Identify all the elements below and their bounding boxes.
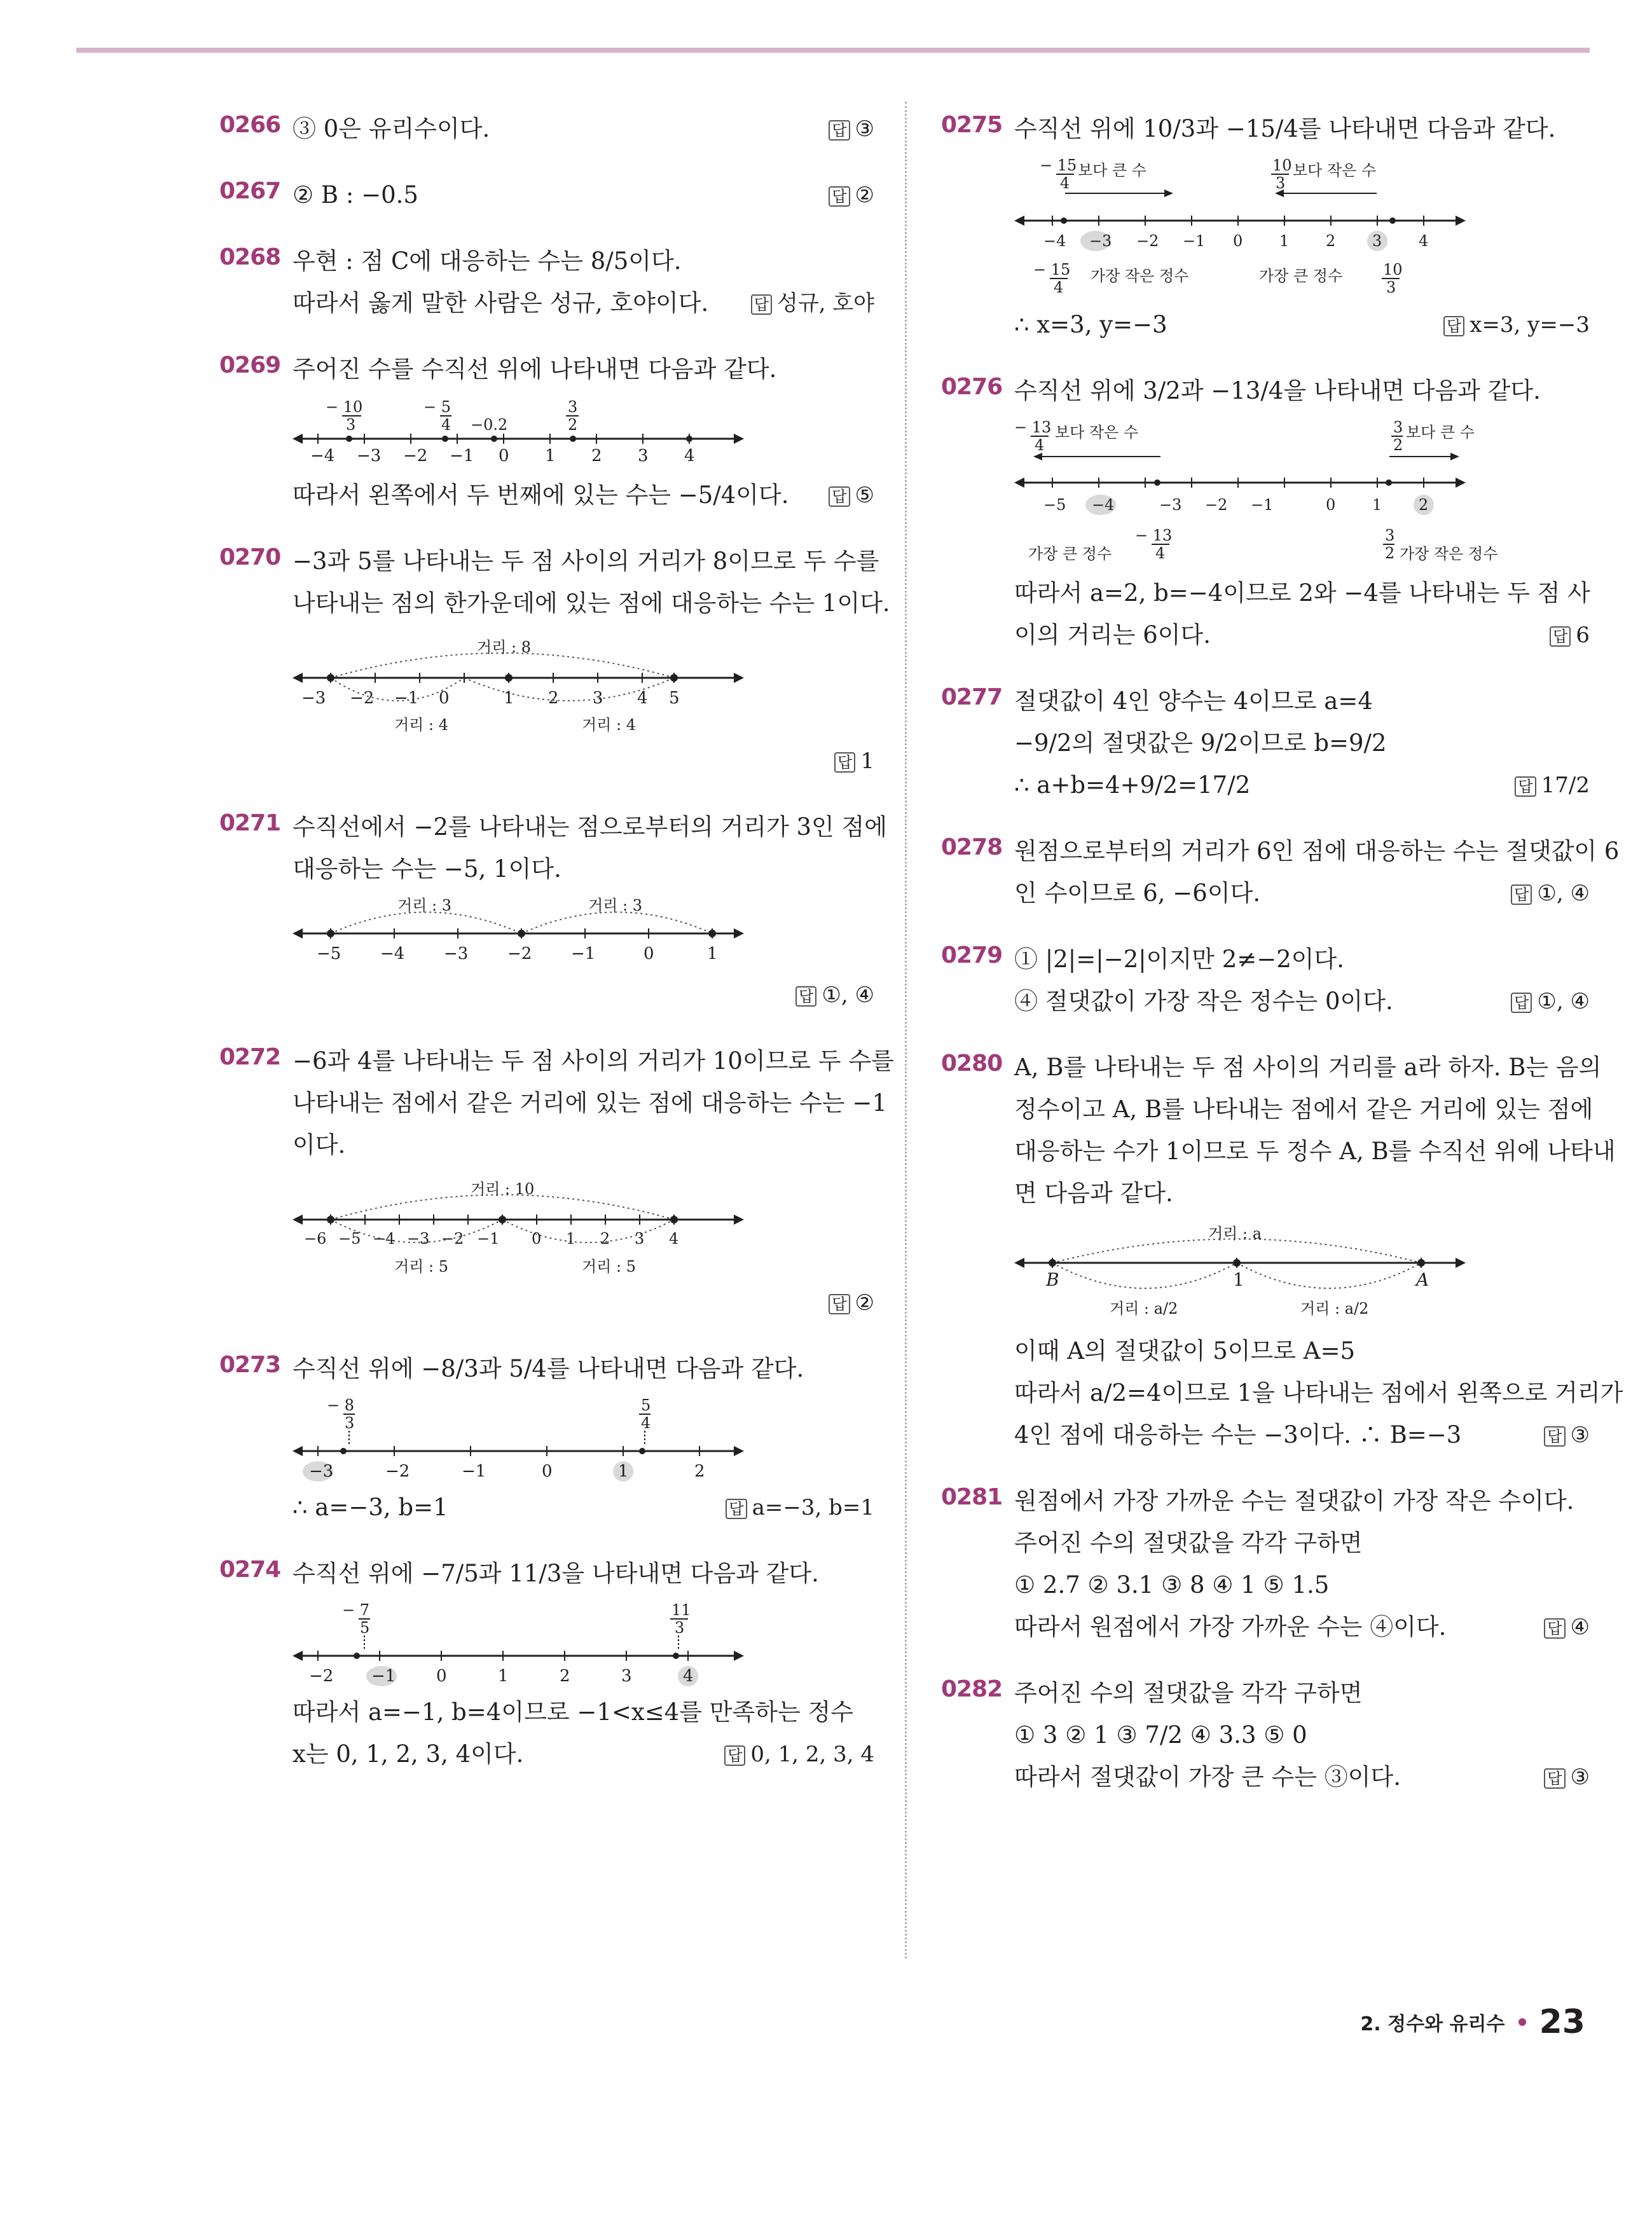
solution-line: 대응하는 수가 1이므로 두 정수 A, B를 수직선 위에 나타내 xyxy=(1014,1138,1616,1165)
svg-text:4: 4 xyxy=(1060,174,1070,192)
problem-0267 xyxy=(219,174,874,216)
svg-text:B: B xyxy=(1046,1269,1059,1290)
svg-text:3: 3 xyxy=(1393,418,1403,436)
svg-text:−4: −4 xyxy=(310,446,335,465)
problem-number: 0281 xyxy=(941,1484,1003,1510)
answer: 답 a=−3, b=1 xyxy=(726,1487,874,1529)
problem-number: 0270 xyxy=(219,544,281,570)
figure-label: 가장 작은 정수 xyxy=(1400,545,1498,563)
svg-text:1: 1 xyxy=(566,1230,576,1248)
svg-text:−3: −3 xyxy=(301,689,326,708)
solution-line: 대응하는 수는 −5, 1이다. xyxy=(293,855,561,883)
svg-text:3: 3 xyxy=(345,1414,355,1432)
problem-0282 xyxy=(941,1672,1590,1798)
svg-text:A: A xyxy=(1416,1269,1429,1290)
problem-0277 xyxy=(941,680,1590,806)
distance-label: 거리 : a xyxy=(1208,1225,1262,1242)
svg-text:4: 4 xyxy=(684,446,695,465)
solution-line: 나타내는 점의 한가운데에 있는 점에 대응하는 수는 1이다. xyxy=(293,589,890,617)
svg-text:−2: −2 xyxy=(507,944,532,963)
problem-0272 xyxy=(219,1040,894,1324)
svg-text:−4: −4 xyxy=(373,1230,396,1248)
solution-line: x는 0, 1, 2, 3, 4이다. xyxy=(293,1740,524,1768)
svg-text:1: 1 xyxy=(504,689,514,708)
svg-text:4: 4 xyxy=(683,1667,694,1686)
svg-text:1: 1 xyxy=(618,1462,629,1481)
svg-text:−5: −5 xyxy=(1043,496,1066,514)
solution-line: ① 2.7 ② 3.1 ③ 8 ④ 1 ⑤ 1.5 xyxy=(1014,1571,1330,1599)
problem-number: 0266 xyxy=(219,112,281,138)
svg-text:− 7: − 7 xyxy=(342,1601,370,1619)
answer: 답 1 xyxy=(834,740,874,782)
answer: 답 ③ xyxy=(829,108,874,150)
svg-text:4: 4 xyxy=(1419,232,1429,250)
svg-text:−1: −1 xyxy=(394,689,419,708)
distance-label: 거리 : 4 xyxy=(582,716,636,734)
svg-text:0: 0 xyxy=(439,689,450,708)
solution-line: ③ 0은 유리수이다. xyxy=(293,115,490,142)
answer: 답 ①, ④ xyxy=(1511,981,1590,1022)
answer-tag: 답 xyxy=(829,120,850,141)
problem-number: 0267 xyxy=(219,178,281,204)
solution-line: ① |2|=|−2|이지만 2≠−2이다. xyxy=(1014,946,1345,973)
svg-text:−2: −2 xyxy=(350,689,375,708)
distance-label: 거리 : 8 xyxy=(477,638,531,656)
svg-text:−3: −3 xyxy=(309,1462,334,1481)
solution-line: 나타내는 점에서 같은 거리에 있는 점에 대응하는 수는 −1 xyxy=(293,1089,887,1117)
solution-line: 따라서 a/2=4이므로 1을 나타내는 점에서 왼쪽으로 거리가 xyxy=(1014,1379,1623,1407)
svg-text:−2: −2 xyxy=(441,1230,464,1248)
figure-label: 보다 큰 수 xyxy=(1078,162,1146,179)
distance-label: 거리 : 3 xyxy=(397,897,451,914)
svg-text:2: 2 xyxy=(591,446,602,465)
answer-tag: 답 xyxy=(1511,884,1532,905)
svg-text:0: 0 xyxy=(1233,232,1243,250)
figure-label: 가장 큰 정수 xyxy=(1028,545,1112,563)
column-divider xyxy=(905,102,907,1958)
svg-text:3: 3 xyxy=(621,1667,632,1686)
svg-text:4: 4 xyxy=(1054,279,1064,296)
svg-text:−2: −2 xyxy=(309,1667,334,1686)
problem-0279 xyxy=(941,939,1590,1022)
number-line-figure xyxy=(1014,154,1472,300)
answer: 답 ①, ④ xyxy=(795,974,874,1016)
svg-text:−4: −4 xyxy=(1092,496,1115,514)
answer-tag: 답 xyxy=(1550,626,1571,647)
problem-number: 0282 xyxy=(941,1676,1003,1702)
svg-text:−1: −1 xyxy=(1251,496,1274,514)
svg-text:0: 0 xyxy=(499,446,509,465)
solution-line: ∴ a=−3, b=1 xyxy=(293,1494,448,1521)
distance-label: 거리 : 4 xyxy=(394,716,448,734)
svg-text:−1: −1 xyxy=(462,1462,486,1481)
solution-line: 수직선 위에 −8/3과 5/4를 나타내면 다음과 같다. xyxy=(293,1355,804,1382)
problem-0278 xyxy=(941,830,1620,914)
svg-text:3: 3 xyxy=(346,416,356,434)
svg-text:0: 0 xyxy=(644,944,654,963)
answer-tag: 답 xyxy=(1544,1618,1565,1639)
answer-tag: 답 xyxy=(751,294,772,315)
solution-line: 따라서 절댓값이 가장 큰 수는 ③이다. xyxy=(1014,1763,1401,1791)
solution-line: 정수이고 A, B를 나타내는 점에서 같은 거리에 있는 점에 xyxy=(1014,1096,1593,1123)
problem-0269 xyxy=(219,348,874,516)
answer: 답 ④ xyxy=(1544,1606,1590,1648)
solution-line: 따라서 a=−1, b=4이므로 −1<x≤4를 만족하는 정수 xyxy=(293,1698,853,1726)
figure-label: 가장 작은 정수 xyxy=(1091,267,1189,285)
svg-text:−3: −3 xyxy=(444,944,469,963)
svg-text:0: 0 xyxy=(542,1462,553,1481)
answer-tag: 답 xyxy=(1443,316,1464,336)
solution-line: ∴ a+b=4+9/2=17/2 xyxy=(1014,771,1251,799)
svg-text:2: 2 xyxy=(1393,436,1403,454)
problem-number: 0274 xyxy=(219,1557,281,1583)
problem-number: 0277 xyxy=(941,684,1003,710)
problem-number: 0276 xyxy=(941,374,1003,400)
svg-text:−3: −3 xyxy=(1089,232,1112,250)
answer: 답 ③ xyxy=(1544,1756,1590,1798)
svg-text:−1: −1 xyxy=(477,1230,500,1248)
svg-text:3: 3 xyxy=(675,1619,685,1637)
distance-label: 거리 : a/2 xyxy=(1300,1300,1369,1318)
svg-text:1: 1 xyxy=(498,1667,509,1686)
svg-text:3: 3 xyxy=(1276,174,1286,192)
figure-label: 보다 작은 수 xyxy=(1055,423,1139,441)
solution-line: 원점으로부터의 거리가 6인 점에 대응하는 수는 절댓값이 6 xyxy=(1014,837,1620,865)
problem-0276 xyxy=(941,370,1590,656)
problem-number: 0268 xyxy=(219,244,281,270)
svg-text:4: 4 xyxy=(641,1414,651,1432)
number-line-figure xyxy=(1014,1218,1472,1326)
solution-line: 원점에서 가장 가까운 수는 절댓값이 가장 작은 수이다. xyxy=(1014,1487,1574,1515)
solution-line: 수직선 위에 3/2과 −13/4을 나타내면 다음과 같다. xyxy=(1014,377,1541,404)
svg-text:−1: −1 xyxy=(371,1667,396,1686)
svg-text:3: 3 xyxy=(1386,279,1396,296)
problem-0281 xyxy=(941,1480,1590,1648)
solution-line: 따라서 옳게 말한 사람은 성규, 호야이다. xyxy=(293,289,709,317)
svg-text:4: 4 xyxy=(441,416,451,434)
problem-0271 xyxy=(219,806,887,1016)
number-line-figure xyxy=(1014,416,1498,568)
solution-line: 면 다음과 같다. xyxy=(1014,1180,1173,1207)
page-number: 23 xyxy=(1539,2003,1585,2041)
number-line-figure xyxy=(293,1394,750,1483)
left-column xyxy=(219,108,894,1800)
distance-label: 거리 : 5 xyxy=(394,1258,448,1276)
svg-text:3: 3 xyxy=(635,1230,645,1248)
problem-number: 0273 xyxy=(219,1352,281,1378)
solution-line: 우현 : 점 C에 대응하는 수는 8/5이다. xyxy=(293,247,682,275)
number-line-figure xyxy=(293,1170,750,1278)
bullet-dot-icon xyxy=(1518,2018,1526,2026)
svg-text:5: 5 xyxy=(360,1619,370,1637)
svg-text:−6: −6 xyxy=(304,1230,327,1248)
answer: 답 ② xyxy=(829,1282,874,1324)
problem-0280 xyxy=(941,1047,1623,1456)
answer: 답 ①, ④ xyxy=(1511,872,1590,914)
svg-text:5: 5 xyxy=(669,689,680,708)
right-column xyxy=(941,108,1623,1822)
svg-text:− 8: − 8 xyxy=(327,1396,355,1414)
svg-text:−3: −3 xyxy=(407,1230,430,1248)
distance-label: 거리 : a/2 xyxy=(1110,1300,1178,1318)
solution-line: ② B : −0.5 xyxy=(293,181,418,209)
answer-tag: 답 xyxy=(834,752,855,773)
svg-text:−2: −2 xyxy=(385,1462,410,1481)
solution-line: 주어진 수의 절댓값을 각각 구하면 xyxy=(1014,1679,1363,1707)
solution-line: 절댓값이 4인 양수는 4이므로 a=4 xyxy=(1014,687,1373,715)
solution-line: 주어진 수를 수직선 위에 나타내면 다음과 같다. xyxy=(293,355,777,383)
answer-tag: 답 xyxy=(1544,1426,1565,1447)
svg-text:4: 4 xyxy=(637,689,648,708)
svg-text:− 10: − 10 xyxy=(326,398,363,416)
svg-text:2: 2 xyxy=(600,1230,610,1248)
problem-number: 0278 xyxy=(941,834,1003,860)
svg-text:2: 2 xyxy=(548,689,559,708)
answer-tag: 답 xyxy=(726,1499,747,1519)
solution-line: 수직선 위에 −7/5과 11/3을 나타내면 다음과 같다. xyxy=(293,1560,819,1587)
problem-0270 xyxy=(219,540,890,782)
svg-text:1: 1 xyxy=(1279,232,1290,250)
svg-text:2: 2 xyxy=(1385,544,1395,562)
svg-text:−1: −1 xyxy=(450,446,474,465)
svg-text:− 15: − 15 xyxy=(1040,156,1077,174)
svg-text:−2: −2 xyxy=(403,446,428,465)
solution-line: ① 3 ② 1 ③ 7/2 ④ 3.3 ⑤ 0 xyxy=(1014,1721,1307,1749)
svg-text:10: 10 xyxy=(1272,156,1292,174)
svg-text:11: 11 xyxy=(671,1601,691,1619)
problem-number: 0279 xyxy=(941,942,1003,968)
svg-text:0: 0 xyxy=(532,1230,542,1248)
solution-line: 인 수이므로 6, −6이다. xyxy=(1014,879,1261,907)
answer: 답 성규, 호야 xyxy=(751,282,874,324)
answer: 답 17/2 xyxy=(1515,764,1590,806)
answer-tag: 답 xyxy=(829,1294,850,1314)
svg-text:4: 4 xyxy=(1155,544,1166,562)
solution-line: A, B를 나타내는 두 점 사이의 거리를 a라 하자. B는 음의 xyxy=(1014,1054,1602,1081)
svg-text:5: 5 xyxy=(641,1396,651,1414)
answer: 답 x=3, y=−3 xyxy=(1443,304,1590,346)
number-line-figure xyxy=(293,894,750,970)
svg-text:2: 2 xyxy=(694,1462,705,1481)
solution-line: 이의 거리는 6이다. xyxy=(1014,621,1211,649)
svg-text:− 13: − 13 xyxy=(1135,527,1173,544)
svg-text:3: 3 xyxy=(1385,527,1395,544)
distance-label: 거리 : 3 xyxy=(588,897,642,914)
answer: 답 ③ xyxy=(1544,1414,1590,1456)
svg-text:3: 3 xyxy=(1372,232,1382,250)
solution-line: 수직선 위에 10/3과 −15/4를 나타내면 다음과 같다. xyxy=(1014,115,1556,142)
svg-text:−1: −1 xyxy=(571,944,596,963)
svg-text:− 5: − 5 xyxy=(423,398,451,416)
svg-text:3: 3 xyxy=(593,689,603,708)
svg-text:− 15: − 15 xyxy=(1033,261,1071,279)
answer: 답 ② xyxy=(829,174,874,216)
svg-text:−1: −1 xyxy=(1183,232,1206,250)
chapter-title: 2. 정수와 유리수 xyxy=(1360,2013,1505,2035)
svg-text:−2: −2 xyxy=(1136,232,1159,250)
figure-label: 보다 큰 수 xyxy=(1406,423,1475,441)
answer-tag: 답 xyxy=(829,186,850,207)
problem-number: 0269 xyxy=(219,352,281,378)
number-line-figure xyxy=(293,1599,750,1688)
svg-text:−4: −4 xyxy=(1043,232,1066,250)
svg-text:3: 3 xyxy=(638,446,649,465)
answer-tag: 답 xyxy=(1544,1768,1565,1789)
svg-text:1: 1 xyxy=(707,944,718,963)
svg-text:4: 4 xyxy=(1035,436,1045,454)
solution-line: 따라서 원점에서 가장 가까운 수는 ④이다. xyxy=(1014,1613,1447,1641)
svg-text:2: 2 xyxy=(1326,232,1336,250)
answer-tag: 답 xyxy=(724,1745,745,1766)
solution-line: ∴ x=3, y=−3 xyxy=(1014,311,1167,338)
solution-line: −9/2의 절댓값은 9/2이므로 b=9/2 xyxy=(1014,729,1387,757)
answer-tag: 답 xyxy=(1515,776,1536,797)
solution-line: 따라서 왼쪽에서 두 번째에 있는 수는 −5/4이다. xyxy=(293,481,789,509)
figure-label: 가장 큰 정수 xyxy=(1259,267,1343,285)
problem-number: 0272 xyxy=(219,1044,281,1070)
svg-text:1: 1 xyxy=(545,446,556,465)
solution-line: 4인 점에 대응하는 수는 −3이다. ∴ B=−3 xyxy=(1014,1421,1462,1449)
svg-text:0: 0 xyxy=(436,1667,447,1686)
svg-text:−3: −3 xyxy=(1159,496,1182,514)
figure-label: 보다 작은 수 xyxy=(1293,162,1377,179)
svg-text:2: 2 xyxy=(1419,496,1429,514)
svg-text:−4: −4 xyxy=(380,944,405,963)
solution-line: 이다. xyxy=(293,1131,346,1159)
solution-line: 주어진 수의 절댓값을 각각 구하면 xyxy=(1014,1529,1363,1557)
solution-line: ④ 절댓값이 가장 작은 정수는 0이다. xyxy=(1014,988,1393,1015)
svg-text:1: 1 xyxy=(1233,1269,1244,1290)
svg-text:2: 2 xyxy=(568,416,578,434)
solution-line: −3과 5를 나타내는 두 점 사이의 거리가 8이므로 두 수를 xyxy=(293,547,879,575)
distance-label: 거리 : 5 xyxy=(582,1258,636,1276)
problem-0274 xyxy=(219,1553,874,1775)
svg-text:4: 4 xyxy=(669,1230,679,1248)
answer-tag: 답 xyxy=(1511,993,1532,1013)
svg-text:−2: −2 xyxy=(1205,496,1228,514)
answer: 답 6 xyxy=(1550,614,1590,656)
problem-0273 xyxy=(219,1348,874,1529)
problem-number: 0271 xyxy=(219,810,281,836)
svg-text:3: 3 xyxy=(568,398,578,416)
svg-text:−5: −5 xyxy=(338,1230,361,1248)
solution-line: 수직선에서 −2를 나타내는 점으로부터의 거리가 3인 점에 xyxy=(293,813,887,841)
number-line-figure xyxy=(293,394,750,471)
page-footer xyxy=(1360,2003,1585,2041)
solution-line: 따라서 a=2, b=−4이므로 2와 −4를 나타내는 두 점 사 xyxy=(1014,579,1590,607)
number-line-figure xyxy=(293,628,750,736)
problem-number: 0275 xyxy=(941,112,1003,138)
solution-line: −6과 4를 나타내는 두 점 사이의 거리가 10이므로 두 수를 xyxy=(293,1047,894,1075)
svg-text:2: 2 xyxy=(560,1667,570,1686)
svg-text:1: 1 xyxy=(1372,496,1382,514)
problem-0268 xyxy=(219,240,874,324)
solution-line: 이때 A의 절댓값이 5이므로 A=5 xyxy=(1014,1337,1355,1365)
problem-0266 xyxy=(219,108,874,150)
problem-0275 xyxy=(941,108,1590,346)
svg-text:−0.2: −0.2 xyxy=(471,416,508,434)
problem-number: 0280 xyxy=(941,1050,1003,1077)
svg-text:10: 10 xyxy=(1383,261,1403,279)
answer: 답 ⑤ xyxy=(829,474,874,516)
top-accent-bar xyxy=(76,48,1590,53)
distance-label: 거리 : 10 xyxy=(471,1180,535,1198)
svg-text:0: 0 xyxy=(1326,496,1336,514)
answer-tag: 답 xyxy=(829,486,850,507)
svg-text:−5: −5 xyxy=(317,944,341,963)
answer: 답 0, 1, 2, 3, 4 xyxy=(724,1733,874,1775)
svg-text:− 13: − 13 xyxy=(1014,418,1052,436)
svg-text:−3: −3 xyxy=(357,446,382,465)
answer-tag: 답 xyxy=(795,986,816,1007)
